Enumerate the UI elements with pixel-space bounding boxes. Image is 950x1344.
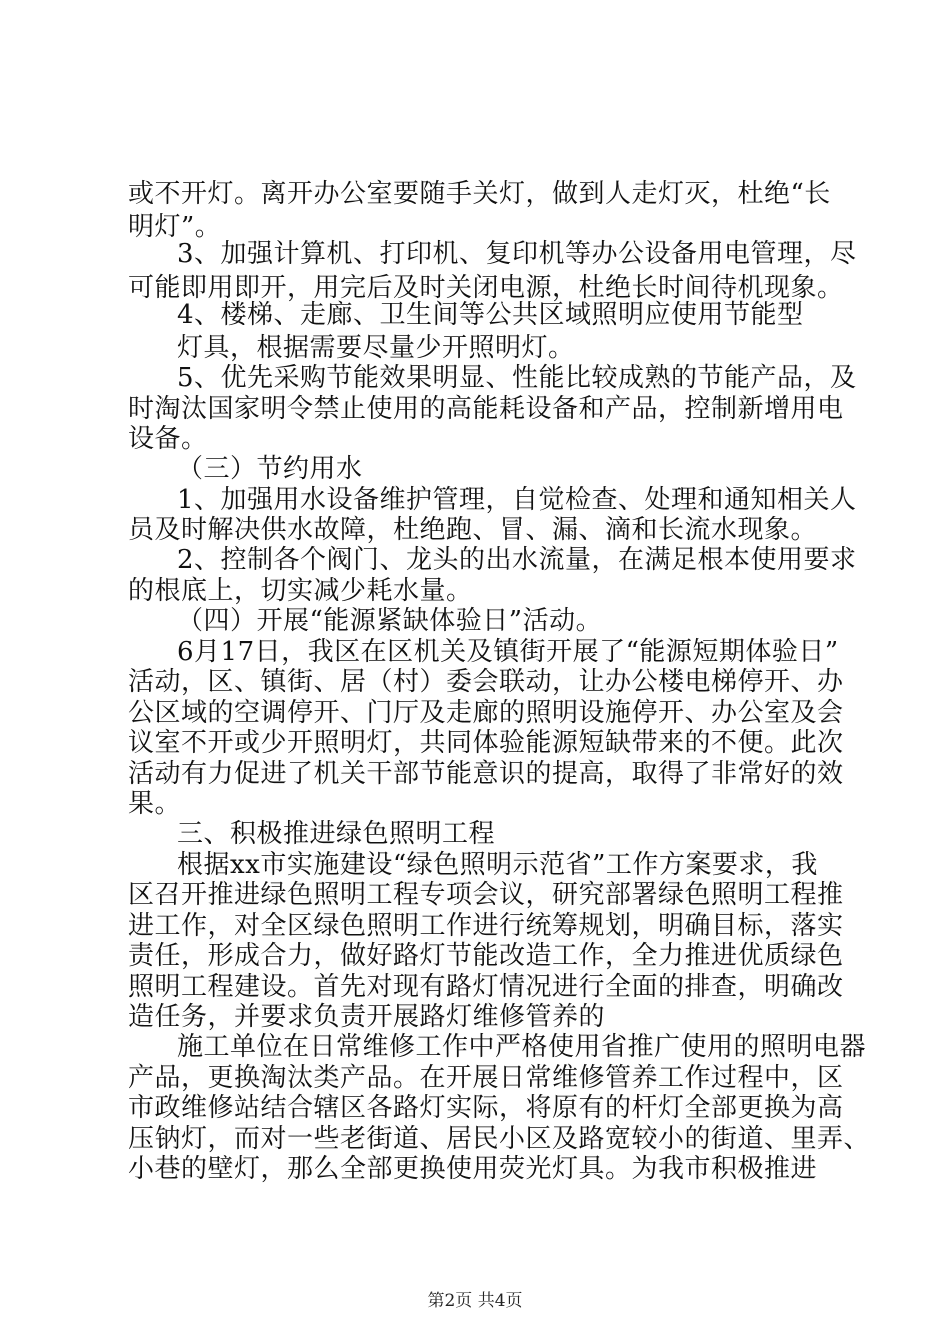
text-line: 4、楼梯、走廊、卫生间等公共区域照明应使用节能型 bbox=[177, 300, 804, 330]
text-line: 公区域的空调停开、门厅及走廊的照明设施停开、办公室及会 bbox=[128, 698, 844, 728]
text-line: 责任，形成合力，做好路灯节能改造工作，全力推进优质绿色 bbox=[128, 941, 844, 971]
page-number-label: 第2页 共4页 bbox=[427, 1291, 523, 1311]
text-line: 6月17日，我区在区机关及镇街开展了“能源短期体验日” bbox=[177, 637, 839, 667]
text-line: 果。 bbox=[128, 789, 182, 819]
text-line: 小巷的壁灯，那么全部更换使用荧光灯具。为我市积极推进 bbox=[128, 1154, 818, 1184]
text-line: 员及时解决供水故障，杜绝跑、冒、漏、滴和长流水现象。 bbox=[128, 515, 818, 545]
section-heading: （四）开展“能源紧缺体验日”活动。 bbox=[177, 606, 603, 636]
text-line: 活动有力促进了机关干部节能意识的提高，取得了非常好的效 bbox=[128, 759, 844, 789]
section-heading: （三）节约用水 bbox=[177, 454, 363, 484]
text-line: 议室不开或少开照明灯，共同体验能源短缺带来的不便。此次 bbox=[128, 728, 844, 758]
text-line: 的根底上，切实减少耗水量。 bbox=[128, 576, 473, 606]
text-line: 设备。 bbox=[128, 424, 208, 454]
text-line: 1、加强用水设备维护管理，自觉检查、处理和通知相关人 bbox=[177, 485, 857, 515]
text-line: 区召开推进绿色照明工程专项会议，研究部署绿色照明工程推 bbox=[128, 880, 844, 910]
text-line: 施工单位在日常维修工作中严格使用省推广使用的照明电器 bbox=[177, 1032, 867, 1062]
text-line: 市政维修站结合辖区各路灯实际，将原有的杆灯全部更换为高 bbox=[128, 1093, 844, 1123]
text-line: 活动，区、镇街、居（村）委会联动，让办公楼电梯停开、办 bbox=[128, 667, 844, 697]
text-line: 根据xx市实施建设“绿色照明示范省”工作方案要求，我 bbox=[177, 850, 818, 880]
text-line: 可能即用即开，用完后及时关闭电源，杜绝长时间待机现象。 bbox=[128, 273, 844, 303]
text-line: 产品，更换淘汰类产品。在开展日常维修管养工作过程中，区 bbox=[128, 1063, 844, 1093]
text-line: 3、加强计算机、打印机、复印机等办公设备用电管理，尽 bbox=[177, 239, 857, 269]
text-line: 时淘汰国家明令禁止使用的高能耗设备和产品，控制新增用电 bbox=[128, 394, 844, 424]
text-line: 或不开灯。离开办公室要随手关灯，做到人走灯灭，杜绝“长 bbox=[128, 179, 831, 209]
text-line: 造任务，并要求负责开展路灯维修管养的 bbox=[128, 1002, 606, 1032]
text-line: 2、控制各个阀门、龙头的出水流量，在满足根本使用要求 bbox=[177, 545, 857, 575]
section-heading: 三、积极推进绿色照明工程 bbox=[177, 819, 496, 849]
text-line: 压钠灯，而对一些老街道、居民小区及路宽较小的街道、里弄、 bbox=[128, 1124, 871, 1154]
text-line: 进工作，对全区绿色照明工作进行统筹规划，明确目标，落实 bbox=[128, 911, 844, 941]
text-line: 明灯”。 bbox=[128, 212, 222, 242]
page-footer bbox=[0, 1290, 950, 1312]
text-line: 5、优先采购节能效果明显、性能比较成熟的节能产品，及 bbox=[177, 363, 857, 393]
text-line: 灯具，根据需要尽量少开照明灯。 bbox=[177, 333, 575, 363]
text-line: 照明工程建设。首先对现有路灯情况进行全面的排查，明确改 bbox=[128, 972, 844, 1002]
